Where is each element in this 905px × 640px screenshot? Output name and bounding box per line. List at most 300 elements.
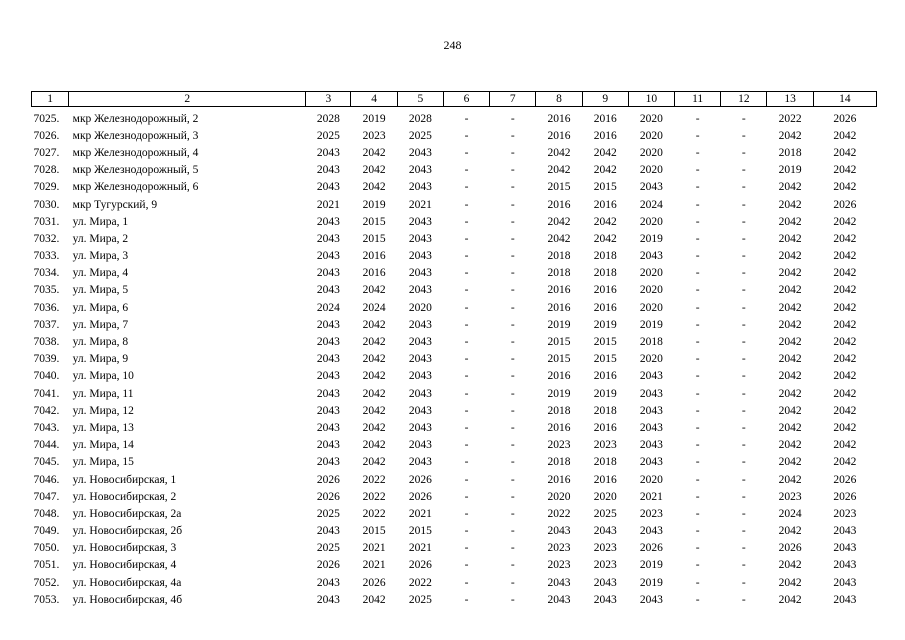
year-cell: - xyxy=(464,215,469,228)
year-cell: - xyxy=(741,542,746,555)
year-cell: 2042 xyxy=(778,250,802,263)
year-cell: 2043 xyxy=(593,525,617,538)
row-number-cell: 7048. xyxy=(33,507,60,520)
year-cell: - xyxy=(741,593,746,606)
table-row xyxy=(32,144,877,161)
year-cell: - xyxy=(695,542,700,555)
year-cell: 2042 xyxy=(547,232,571,245)
year-cell: 2042 xyxy=(833,421,857,434)
year-cell: - xyxy=(510,542,515,555)
year-cell: 2043 xyxy=(408,267,432,280)
year-cell: - xyxy=(695,576,700,589)
year-cell: 2042 xyxy=(362,439,386,452)
year-cell: 2042 xyxy=(778,353,802,366)
column-header: 7 xyxy=(490,92,536,107)
year-cell: 2042 xyxy=(778,404,802,417)
address-cell: ул. Мира, 10 xyxy=(72,370,134,383)
year-cell: - xyxy=(695,164,700,177)
year-cell: 2020 xyxy=(547,490,571,503)
table-row xyxy=(32,368,877,385)
year-cell: 2026 xyxy=(833,112,857,125)
year-cell: 2025 xyxy=(408,593,432,606)
year-cell: 2042 xyxy=(833,181,857,194)
year-cell: 2042 xyxy=(547,164,571,177)
year-cell: - xyxy=(741,129,746,142)
row-number-cell: 7030. xyxy=(33,198,60,211)
year-cell: 2020 xyxy=(639,267,663,280)
year-cell: 2016 xyxy=(593,370,617,383)
year-cell: - xyxy=(510,576,515,589)
year-cell: 2015 xyxy=(593,181,617,194)
year-cell: - xyxy=(464,490,469,503)
year-cell: - xyxy=(510,267,515,280)
year-cell: - xyxy=(741,404,746,417)
year-cell: 2042 xyxy=(778,387,802,400)
year-cell: 2043 xyxy=(408,215,432,228)
year-cell: - xyxy=(464,181,469,194)
table-row xyxy=(32,265,877,282)
year-cell: 2042 xyxy=(778,129,802,142)
year-cell: 2042 xyxy=(778,301,802,314)
year-cell: 2043 xyxy=(833,542,857,555)
address-cell: мкр Тугурский, 9 xyxy=(72,198,158,211)
year-cell: - xyxy=(741,439,746,452)
year-cell: - xyxy=(741,387,746,400)
year-cell: 2043 xyxy=(408,181,432,194)
year-cell: - xyxy=(741,181,746,194)
year-cell: 2026 xyxy=(833,198,857,211)
year-cell: 2042 xyxy=(833,456,857,469)
year-cell: 2043 xyxy=(639,593,663,606)
year-cell: 2016 xyxy=(593,198,617,211)
year-cell: 2043 xyxy=(316,318,340,331)
year-cell: - xyxy=(741,336,746,349)
year-cell: 2043 xyxy=(639,181,663,194)
year-cell: 2042 xyxy=(833,164,857,177)
row-number-cell: 7031. xyxy=(33,215,60,228)
year-cell: 2026 xyxy=(833,490,857,503)
year-cell: 2016 xyxy=(593,129,617,142)
year-cell: - xyxy=(510,181,515,194)
year-cell: 2025 xyxy=(593,507,617,520)
year-cell: 2016 xyxy=(593,284,617,297)
year-cell: 2042 xyxy=(593,146,617,159)
year-cell: 2019 xyxy=(639,232,663,245)
year-cell: 2042 xyxy=(778,559,802,572)
year-cell: - xyxy=(464,576,469,589)
year-cell: 2016 xyxy=(547,112,571,125)
year-cell: 2016 xyxy=(593,421,617,434)
table-row xyxy=(32,574,877,591)
table-row xyxy=(32,488,877,505)
row-number-cell: 7040. xyxy=(33,370,60,383)
row-number-cell: 7052. xyxy=(33,576,60,589)
table-body xyxy=(32,107,877,609)
year-cell: - xyxy=(464,267,469,280)
table-row xyxy=(32,505,877,522)
row-number-cell: 7037. xyxy=(33,318,60,331)
year-cell: 2021 xyxy=(362,542,386,555)
year-cell: - xyxy=(695,593,700,606)
row-number-cell: 7027. xyxy=(33,146,60,159)
year-cell: 2043 xyxy=(316,593,340,606)
year-cell: - xyxy=(741,215,746,228)
year-cell: 2020 xyxy=(408,301,432,314)
year-cell: 2043 xyxy=(833,559,857,572)
year-cell: - xyxy=(464,198,469,211)
address-cell: ул. Новосибирская, 1 xyxy=(72,473,177,486)
column-header: 9 xyxy=(582,92,628,107)
address-cell: ул. Мира, 14 xyxy=(72,439,134,452)
year-cell: 2019 xyxy=(547,387,571,400)
table-row xyxy=(32,351,877,368)
year-cell: - xyxy=(464,232,469,245)
year-cell: 2043 xyxy=(593,576,617,589)
year-cell: - xyxy=(741,198,746,211)
year-cell: 2043 xyxy=(833,576,857,589)
year-cell: 2015 xyxy=(547,336,571,349)
year-cell: - xyxy=(464,353,469,366)
year-cell: 2043 xyxy=(316,336,340,349)
year-cell: 2043 xyxy=(316,439,340,452)
year-cell: 2043 xyxy=(316,525,340,538)
year-cell: 2016 xyxy=(547,370,571,383)
year-cell: 2042 xyxy=(833,284,857,297)
year-cell: 2018 xyxy=(547,404,571,417)
year-cell: 2019 xyxy=(362,112,386,125)
year-cell: - xyxy=(695,456,700,469)
year-cell: 2023 xyxy=(778,490,802,503)
row-number-cell: 7029. xyxy=(33,181,60,194)
address-cell: ул. Новосибирская, 4 xyxy=(72,559,177,572)
year-cell: - xyxy=(464,146,469,159)
table-row xyxy=(32,419,877,436)
year-cell: 2018 xyxy=(547,250,571,263)
address-cell: ул. Новосибирская, 4а xyxy=(72,576,182,589)
year-cell: 2018 xyxy=(547,267,571,280)
year-cell: 2042 xyxy=(778,267,802,280)
table-row xyxy=(32,179,877,196)
year-cell: - xyxy=(741,164,746,177)
year-cell: 2042 xyxy=(547,146,571,159)
address-cell: ул. Мира, 11 xyxy=(72,387,134,400)
year-cell: 2043 xyxy=(408,404,432,417)
year-cell: - xyxy=(695,439,700,452)
year-cell: - xyxy=(464,559,469,572)
row-number-cell: 7036. xyxy=(33,301,60,314)
year-cell: 2043 xyxy=(316,421,340,434)
year-cell: 2043 xyxy=(833,593,857,606)
page-number: 248 xyxy=(443,38,462,52)
address-cell: ул. Мира, 1 xyxy=(72,215,129,228)
year-cell: 2043 xyxy=(316,164,340,177)
year-cell: - xyxy=(695,387,700,400)
year-cell: 2042 xyxy=(833,318,857,331)
year-cell: 2015 xyxy=(362,215,386,228)
year-cell: 2016 xyxy=(547,301,571,314)
year-cell: 2016 xyxy=(593,301,617,314)
year-cell: - xyxy=(741,146,746,159)
year-cell: 2016 xyxy=(547,129,571,142)
row-number-cell: 7039. xyxy=(33,353,60,366)
year-cell: 2018 xyxy=(593,267,617,280)
year-cell: 2018 xyxy=(778,146,802,159)
column-header: 8 xyxy=(536,92,582,107)
year-cell: 2022 xyxy=(408,576,432,589)
year-cell: 2016 xyxy=(547,473,571,486)
column-header: 4 xyxy=(351,92,397,107)
year-cell: 2026 xyxy=(639,542,663,555)
year-cell: - xyxy=(510,593,515,606)
column-header: 13 xyxy=(767,92,813,107)
year-cell: 2043 xyxy=(593,593,617,606)
year-cell: 2024 xyxy=(316,301,340,314)
year-cell: - xyxy=(695,525,700,538)
address-cell: ул. Новосибирская, 2 xyxy=(72,490,177,503)
year-cell: 2019 xyxy=(593,387,617,400)
row-number-cell: 7047. xyxy=(33,490,60,503)
year-cell: 2022 xyxy=(778,112,802,125)
year-cell: 2042 xyxy=(778,318,802,331)
year-cell: 2042 xyxy=(778,336,802,349)
address-cell: ул. Новосибирская, 3 xyxy=(72,542,177,555)
year-cell: - xyxy=(510,164,515,177)
year-cell: 2022 xyxy=(547,507,571,520)
year-cell: - xyxy=(741,559,746,572)
year-cell: 2018 xyxy=(547,456,571,469)
table-row xyxy=(32,437,877,454)
year-cell: 2015 xyxy=(362,232,386,245)
year-cell: - xyxy=(464,164,469,177)
year-cell: 2042 xyxy=(778,456,802,469)
year-cell: 2043 xyxy=(316,353,340,366)
year-cell: - xyxy=(510,456,515,469)
column-header: 2 xyxy=(69,92,306,107)
year-cell: - xyxy=(464,421,469,434)
year-cell: - xyxy=(695,318,700,331)
year-cell: - xyxy=(695,267,700,280)
year-cell: 2043 xyxy=(408,336,432,349)
year-cell: - xyxy=(510,387,515,400)
year-cell: 2042 xyxy=(833,370,857,383)
row-number-cell: 7043. xyxy=(33,421,60,434)
year-cell: - xyxy=(464,525,469,538)
table-row xyxy=(32,523,877,540)
table-row xyxy=(32,333,877,350)
year-cell: - xyxy=(510,336,515,349)
year-cell: - xyxy=(510,439,515,452)
year-cell: 2042 xyxy=(833,267,857,280)
address-cell: ул. Мира, 9 xyxy=(72,353,129,366)
year-cell: - xyxy=(695,250,700,263)
year-cell: 2023 xyxy=(639,507,663,520)
year-cell: - xyxy=(695,473,700,486)
year-cell: - xyxy=(695,232,700,245)
year-cell: 2042 xyxy=(362,284,386,297)
year-cell: 2042 xyxy=(593,164,617,177)
year-cell: 2015 xyxy=(593,336,617,349)
row-number-cell: 7045. xyxy=(33,456,60,469)
year-cell: 2021 xyxy=(316,198,340,211)
year-cell: 2042 xyxy=(778,525,802,538)
table-row xyxy=(32,540,877,557)
table-row xyxy=(32,248,877,265)
year-cell: 2042 xyxy=(778,284,802,297)
year-cell: 2015 xyxy=(362,525,386,538)
year-cell: - xyxy=(741,421,746,434)
year-cell: 2016 xyxy=(593,112,617,125)
year-cell: 2042 xyxy=(833,387,857,400)
year-cell: 2042 xyxy=(362,387,386,400)
year-cell: 2043 xyxy=(316,267,340,280)
year-cell: 2043 xyxy=(408,146,432,159)
row-number-cell: 7032. xyxy=(33,232,60,245)
year-cell: 2023 xyxy=(833,507,857,520)
year-cell: 2043 xyxy=(408,250,432,263)
row-number-cell: 7049. xyxy=(33,525,60,538)
column-header: 12 xyxy=(721,92,767,107)
address-cell: ул. Мира, 8 xyxy=(72,336,129,349)
year-cell: 2043 xyxy=(639,421,663,434)
column-header: 14 xyxy=(813,92,876,107)
year-cell: - xyxy=(464,439,469,452)
year-cell: 2042 xyxy=(778,439,802,452)
year-cell: - xyxy=(695,404,700,417)
year-cell: 2043 xyxy=(639,370,663,383)
year-cell: 2042 xyxy=(833,232,857,245)
year-cell: 2026 xyxy=(408,490,432,503)
table-row xyxy=(32,402,877,419)
year-cell: 2043 xyxy=(639,250,663,263)
year-cell: 2019 xyxy=(639,559,663,572)
year-cell: 2016 xyxy=(362,250,386,263)
table-row xyxy=(32,230,877,247)
year-cell: - xyxy=(510,129,515,142)
year-cell: 2016 xyxy=(593,473,617,486)
year-cell: 2042 xyxy=(833,215,857,228)
year-cell: 2043 xyxy=(316,215,340,228)
year-cell: 2025 xyxy=(408,129,432,142)
year-cell: - xyxy=(695,129,700,142)
year-cell: 2042 xyxy=(593,215,617,228)
year-cell: 2043 xyxy=(639,456,663,469)
year-cell: 2042 xyxy=(778,593,802,606)
year-cell: 2022 xyxy=(362,473,386,486)
year-cell: 2021 xyxy=(408,507,432,520)
year-cell: 2028 xyxy=(408,112,432,125)
address-cell: мкр Железнодорожный, 5 xyxy=(72,164,199,177)
year-cell: 2020 xyxy=(639,215,663,228)
year-cell: 2042 xyxy=(362,370,386,383)
year-cell: 2043 xyxy=(408,456,432,469)
year-cell: 2043 xyxy=(547,525,571,538)
year-cell: - xyxy=(510,473,515,486)
year-cell: 2043 xyxy=(408,387,432,400)
year-cell: 2019 xyxy=(639,576,663,589)
year-cell: - xyxy=(510,146,515,159)
year-cell: 2042 xyxy=(778,473,802,486)
row-number-cell: 7038. xyxy=(33,336,60,349)
year-cell: 2042 xyxy=(362,146,386,159)
year-cell: 2042 xyxy=(362,456,386,469)
address-cell: ул. Мира, 3 xyxy=(72,250,129,263)
year-cell: 2026 xyxy=(362,576,386,589)
year-cell: - xyxy=(464,507,469,520)
year-cell: 2042 xyxy=(833,404,857,417)
year-cell: - xyxy=(510,318,515,331)
year-cell: 2021 xyxy=(362,559,386,572)
year-cell: 2042 xyxy=(362,336,386,349)
year-cell: - xyxy=(510,370,515,383)
year-cell: - xyxy=(695,421,700,434)
row-number-cell: 7025. xyxy=(33,112,60,125)
year-cell: - xyxy=(510,215,515,228)
year-cell: - xyxy=(510,507,515,520)
year-cell: 2042 xyxy=(833,129,857,142)
year-cell: 2023 xyxy=(593,439,617,452)
address-cell: мкр Железнодорожный, 2 xyxy=(72,112,199,125)
year-cell: - xyxy=(741,267,746,280)
year-cell: 2042 xyxy=(833,439,857,452)
year-cell: 2043 xyxy=(316,576,340,589)
year-cell: - xyxy=(464,129,469,142)
year-cell: - xyxy=(510,421,515,434)
year-cell: 2043 xyxy=(408,439,432,452)
year-cell: - xyxy=(695,490,700,503)
year-cell: - xyxy=(741,112,746,125)
year-cell: 2024 xyxy=(362,301,386,314)
year-cell: 2043 xyxy=(316,404,340,417)
column-header: 11 xyxy=(675,92,721,107)
year-cell: - xyxy=(741,525,746,538)
year-cell: - xyxy=(464,112,469,125)
year-cell: 2043 xyxy=(316,370,340,383)
year-cell: - xyxy=(464,301,469,314)
year-cell: - xyxy=(741,490,746,503)
year-cell: 2042 xyxy=(778,232,802,245)
year-cell: - xyxy=(695,336,700,349)
year-cell: - xyxy=(741,353,746,366)
address-cell: ул. Мира, 12 xyxy=(72,404,134,417)
year-cell: 2042 xyxy=(833,301,857,314)
year-cell: - xyxy=(695,507,700,520)
year-cell: - xyxy=(464,370,469,383)
year-cell: - xyxy=(695,284,700,297)
year-cell: 2019 xyxy=(778,164,802,177)
year-cell: - xyxy=(741,576,746,589)
year-cell: - xyxy=(510,112,515,125)
year-cell: 2043 xyxy=(639,439,663,452)
year-cell: 2025 xyxy=(316,542,340,555)
year-cell: 2042 xyxy=(362,404,386,417)
row-number-cell: 7041. xyxy=(33,387,60,400)
year-cell: 2023 xyxy=(593,542,617,555)
year-cell: 2020 xyxy=(639,284,663,297)
row-number-cell: 7046. xyxy=(33,473,60,486)
year-cell: 2022 xyxy=(362,490,386,503)
year-cell: 2043 xyxy=(408,353,432,366)
year-cell: 2025 xyxy=(316,507,340,520)
year-cell: - xyxy=(741,370,746,383)
year-cell: 2042 xyxy=(778,215,802,228)
year-cell: 2021 xyxy=(639,490,663,503)
year-cell: - xyxy=(695,112,700,125)
year-cell: - xyxy=(510,490,515,503)
table-header xyxy=(32,92,877,107)
row-number-cell: 7026. xyxy=(33,129,60,142)
year-cell: 2020 xyxy=(639,112,663,125)
year-cell: 2043 xyxy=(408,164,432,177)
